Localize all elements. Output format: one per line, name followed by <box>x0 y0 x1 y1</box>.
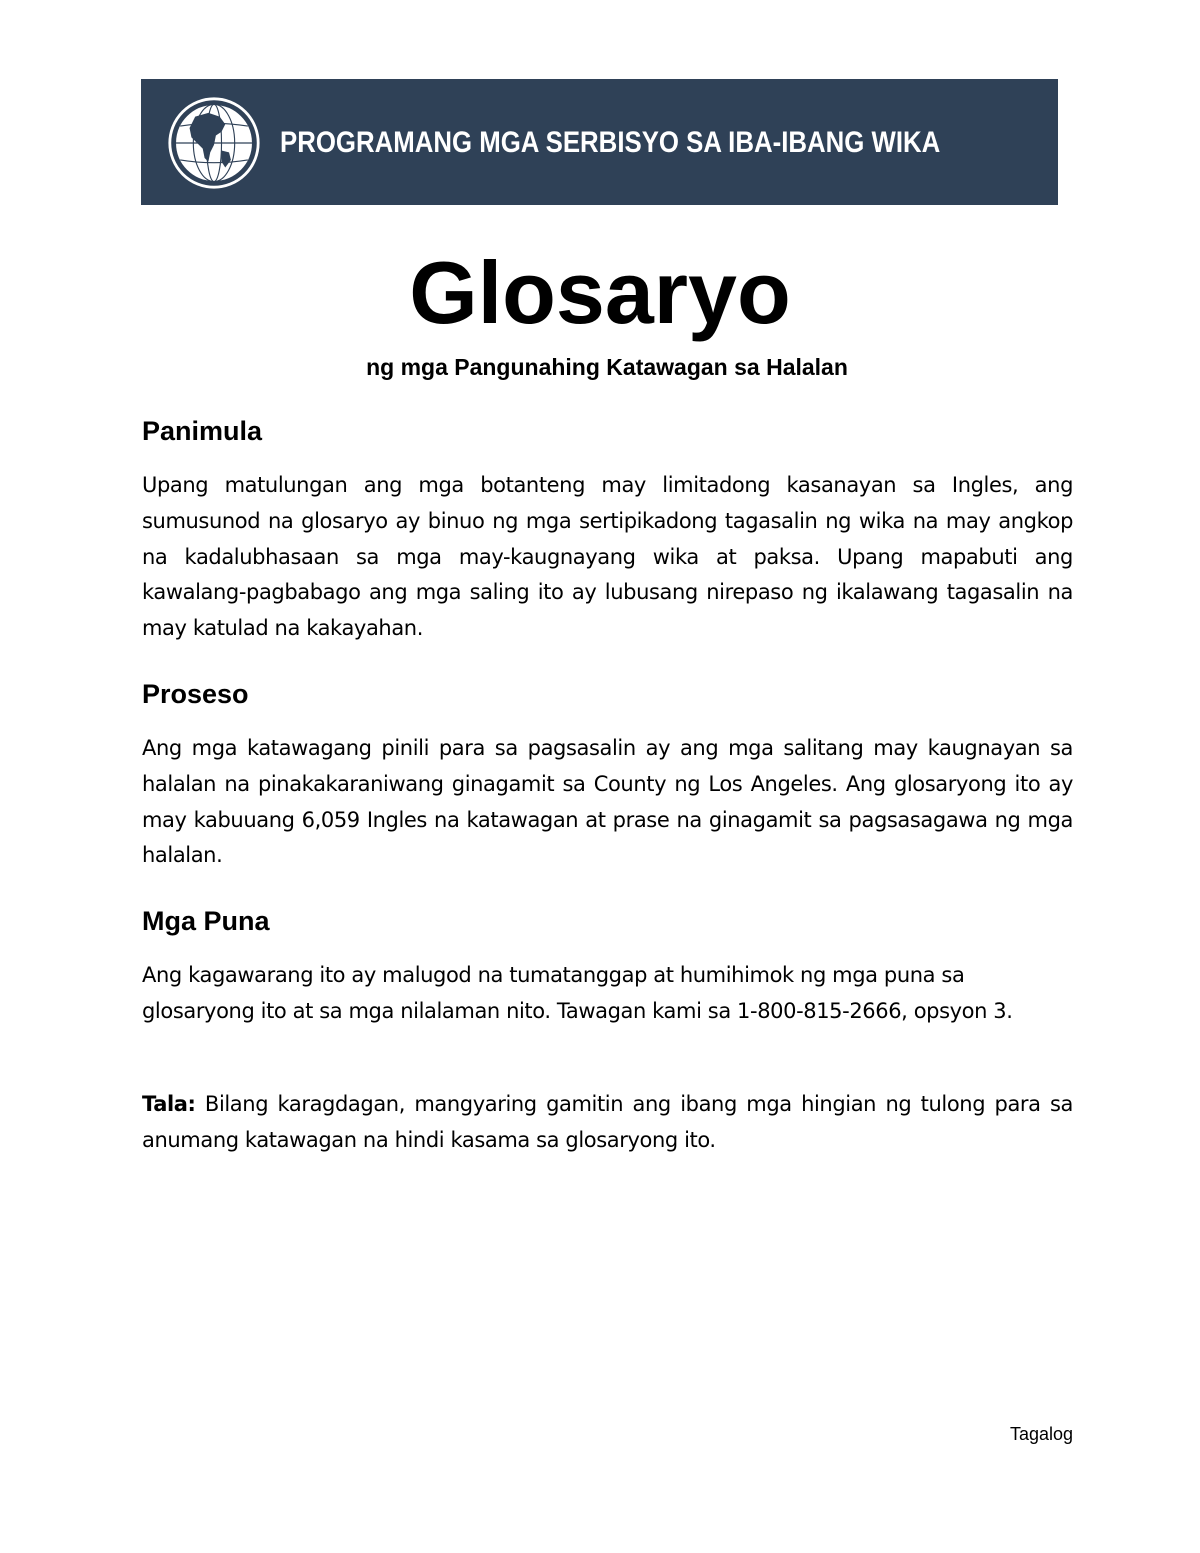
footer-language: Tagalog <box>1009 1424 1073 1444</box>
program-name: PROGRAMANG MGA SERBISYO SA IBA-IBANG WIKA <box>280 126 941 159</box>
section-text-panimula: Upang matulungan ang mga botanteng may limitadong kasanayan sa Ingles, ang sumusunod na glosaryo ay binuo ng mga sertipikadong tagasalin ng wika na may angkop na kadalubhasaan sa mga may-kaugnayang wika at paksa. Upang mapabuti ang kawalang-pagbabago ang mga saling ito ay lubusang nirepaso ng ikalawang tagasalin na may katulad na kakayahan. <box>142 473 1073 641</box>
globe-icon <box>167 96 261 190</box>
page-subtitle: ng mga Pangunahing Katawagan sa Halalan <box>366 354 848 380</box>
note-text: Bilang karagdagan, mangyaring gamitin ang ibang mga hingian ng tulong para sa anumang katawagan na hindi kasama sa glosaryong ito. <box>142 1092 1073 1152</box>
section-heading-proseso: Proseso <box>142 679 249 709</box>
page-title: Glosaryo <box>409 243 791 342</box>
section-heading-panimula: Panimula <box>142 416 263 446</box>
section-text-proseso: Ang mga katawagang pinili para sa pagsasalin ay ang mga salitang may kaugnayan sa halalan na pinakakaraniwang ginagamit sa County ng Los Angeles. Ang glosaryong ito ay may kabuuang 6,059 Ingles na katawagan at prase na ginagamit sa pagsasagawa ng mga halalan. <box>142 736 1073 868</box>
note-paragraph <box>142 1087 1073 1159</box>
header-banner <box>141 79 1058 205</box>
note-label: Tala: <box>142 1092 196 1116</box>
section-heading-mga-puna: Mga Puna <box>142 906 270 936</box>
section-text-mga-puna: Ang kagawarang ito ay malugod na tumatanggap at humihimok ng mga puna sa glosaryong ito at sa mga nilalaman nito. Tawagan kami sa 1-800-815-2666, opsyon 3. <box>142 963 1013 1023</box>
